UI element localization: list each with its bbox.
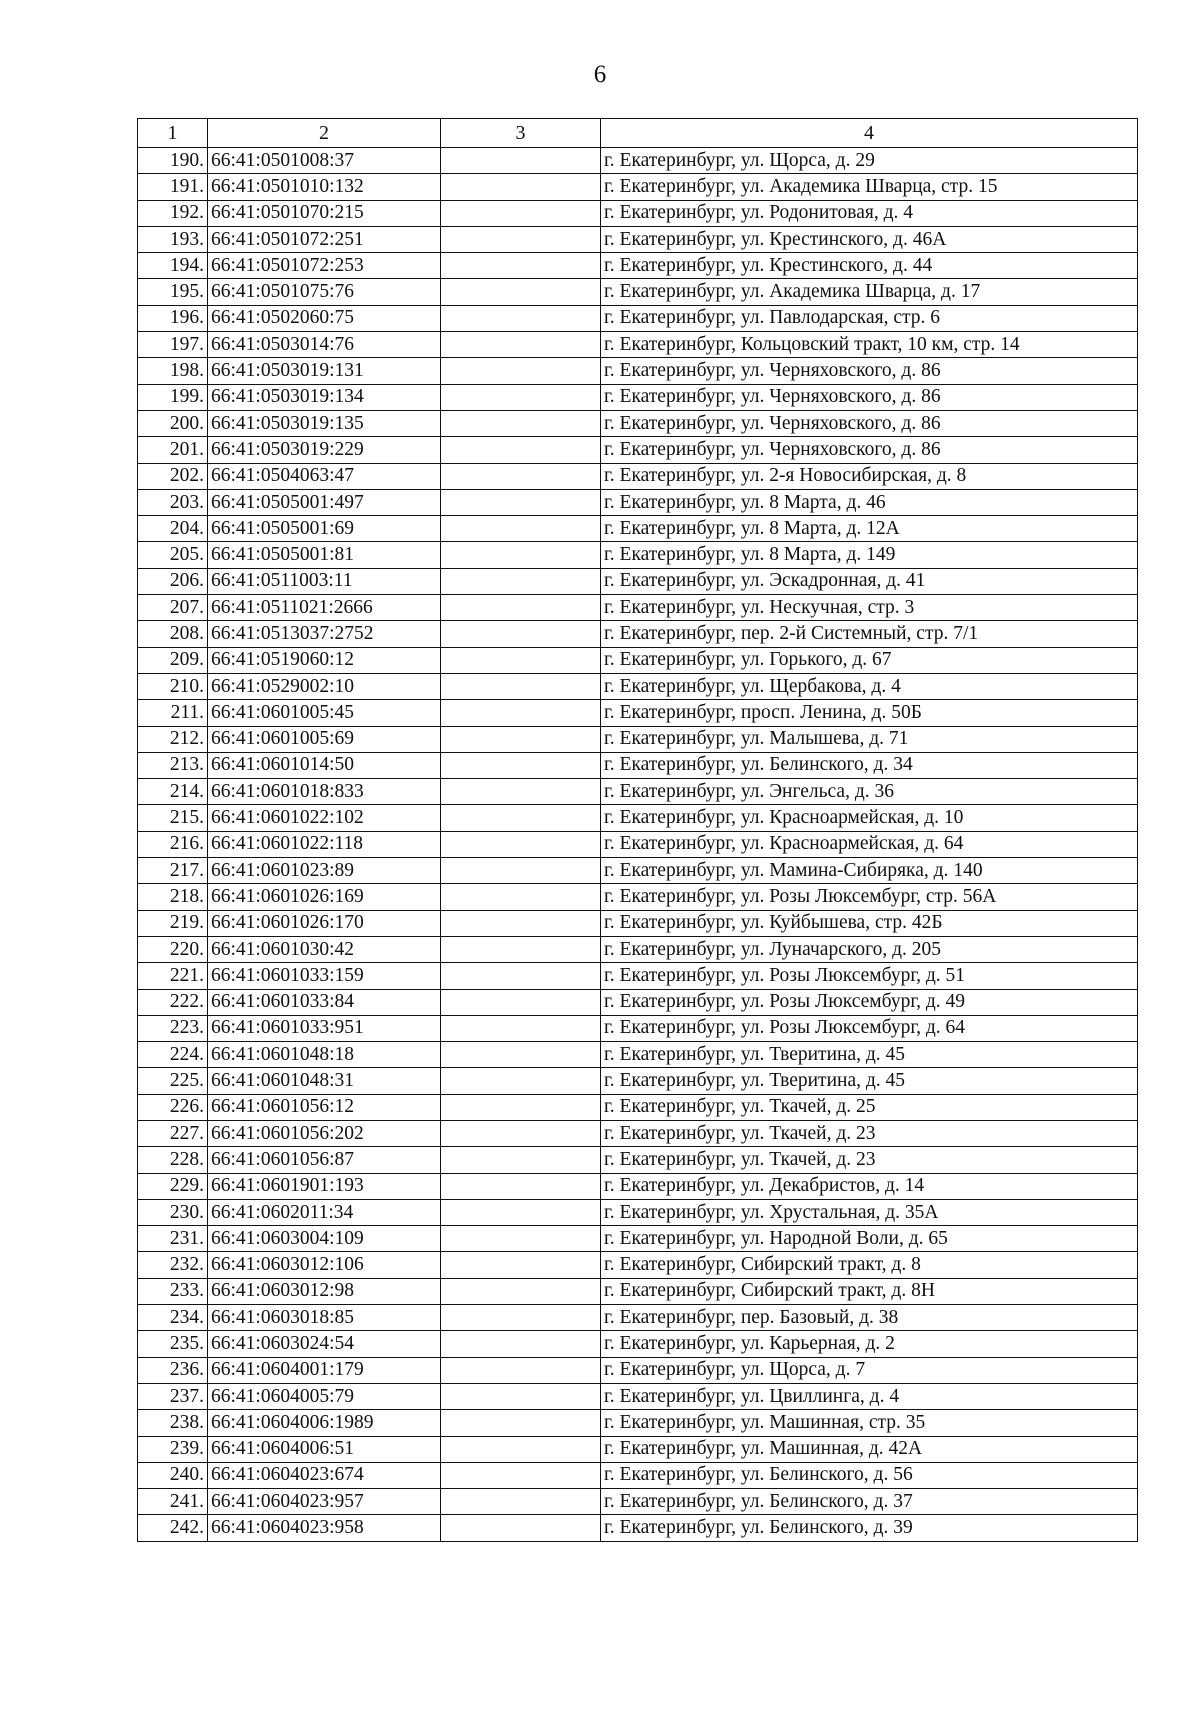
table-row: [138, 1515, 1138, 1541]
row-number: 220.: [138, 936, 208, 962]
address: г. Екатеринбург, ул. Академика Шварца, д. 17: [601, 279, 1138, 305]
cadastral-number: 66:41:0503019:131: [208, 358, 441, 384]
row-number: 229.: [138, 1173, 208, 1199]
cadastral-number: 66:41:0602011:34: [208, 1199, 441, 1225]
address: г. Екатеринбург, ул. Карьерная, д. 2: [601, 1331, 1138, 1357]
table-row: [138, 1015, 1138, 1041]
header-col-1: 1: [138, 119, 208, 148]
table-row: [138, 910, 1138, 936]
row-number: 231.: [138, 1226, 208, 1252]
col3-cell: [441, 1252, 601, 1278]
col3-cell: [441, 1436, 601, 1462]
col3-cell: [441, 1120, 601, 1146]
address: г. Екатеринбург, ул. Эскадронная, д. 41: [601, 568, 1138, 594]
cadastral-number: 66:41:0601056:202: [208, 1120, 441, 1146]
table-row: [138, 700, 1138, 726]
cadastral-number: 66:41:0601901:193: [208, 1173, 441, 1199]
col3-cell: [441, 1410, 601, 1436]
row-number: 213.: [138, 752, 208, 778]
address: г. Екатеринбург, ул. Черняховского, д. 86: [601, 358, 1138, 384]
col3-cell: [441, 384, 601, 410]
cadastral-number: 66:41:0603004:109: [208, 1226, 441, 1252]
col3-cell: [441, 1147, 601, 1173]
row-number: 191.: [138, 174, 208, 200]
col3-cell: [441, 542, 601, 568]
row-number: 190.: [138, 148, 208, 174]
address: г. Екатеринбург, ул. Белинского, д. 34: [601, 752, 1138, 778]
col3-cell: [441, 1042, 601, 1068]
table-row: [138, 174, 1138, 200]
row-number: 209.: [138, 647, 208, 673]
cadastral-number: 66:41:0603018:85: [208, 1305, 441, 1331]
table-row: [138, 200, 1138, 226]
table-row: [138, 831, 1138, 857]
row-number: 216.: [138, 831, 208, 857]
col3-cell: [441, 647, 601, 673]
address: г. Екатеринбург, ул. 8 Марта, д. 46: [601, 489, 1138, 515]
table-row: [138, 1199, 1138, 1225]
col3-cell: [441, 332, 601, 358]
col3-cell: [441, 148, 601, 174]
col3-cell: [441, 1489, 601, 1515]
table-row: [138, 226, 1138, 252]
table-row: [138, 384, 1138, 410]
row-number: 192.: [138, 200, 208, 226]
address: г. Екатеринбург, ул. Черняховского, д. 86: [601, 410, 1138, 436]
table-row: [138, 779, 1138, 805]
col3-cell: [441, 463, 601, 489]
address: г. Екатеринбург, ул. Красноармейская, д. 10: [601, 805, 1138, 831]
table-row: [138, 1383, 1138, 1409]
address: г. Екатеринбург, ул. Розы Люксембург, стр. 56А: [601, 884, 1138, 910]
table-row: [138, 621, 1138, 647]
table-row: [138, 1226, 1138, 1252]
cadastral-number: 66:41:0603012:98: [208, 1278, 441, 1304]
cadastral-number: 66:41:0604023:958: [208, 1515, 441, 1541]
table-row: [138, 726, 1138, 752]
address: г. Екатеринбург, ул. Цвиллинга, д. 4: [601, 1383, 1138, 1409]
col3-cell: [441, 1515, 601, 1541]
row-number: 211.: [138, 700, 208, 726]
address: г. Екатеринбург, ул. Куйбышева, стр. 42Б: [601, 910, 1138, 936]
row-number: 210.: [138, 673, 208, 699]
col3-cell: [441, 1305, 601, 1331]
table-row: [138, 1173, 1138, 1199]
col3-cell: [441, 936, 601, 962]
cadastral-number: 66:41:0503019:229: [208, 437, 441, 463]
table-row: [138, 1278, 1138, 1304]
row-number: 202.: [138, 463, 208, 489]
cadastral-number: 66:41:0504063:47: [208, 463, 441, 489]
col3-cell: [441, 1068, 601, 1094]
table-row: [138, 568, 1138, 594]
col3-cell: [441, 253, 601, 279]
cadastral-number: 66:41:0603024:54: [208, 1331, 441, 1357]
address: г. Екатеринбург, ул. Тверитина, д. 45: [601, 1042, 1138, 1068]
table-row: [138, 516, 1138, 542]
address: г. Екатеринбург, ул. Черняховского, д. 86: [601, 384, 1138, 410]
address: г. Екатеринбург, ул. Щорса, д. 29: [601, 148, 1138, 174]
col3-cell: [441, 437, 601, 463]
cadastral-number: 66:41:0529002:10: [208, 673, 441, 699]
row-number: 241.: [138, 1489, 208, 1515]
col3-cell: [441, 1383, 601, 1409]
row-number: 228.: [138, 1147, 208, 1173]
header-col-4: 4: [601, 119, 1138, 148]
col3-cell: [441, 489, 601, 515]
row-number: 203.: [138, 489, 208, 515]
col3-cell: [441, 1331, 601, 1357]
address: г. Екатеринбург, ул. Тверитина, д. 45: [601, 1068, 1138, 1094]
cadastral-number: 66:41:0519060:12: [208, 647, 441, 673]
col3-cell: [441, 568, 601, 594]
address: г. Екатеринбург, ул. Машинная, д. 42А: [601, 1436, 1138, 1462]
address: г. Екатеринбург, ул. Красноармейская, д. 64: [601, 831, 1138, 857]
address: г. Екатеринбург, ул. Малышева, д. 71: [601, 726, 1138, 752]
table-body: [138, 148, 1138, 1542]
row-number: 239.: [138, 1436, 208, 1462]
cadastral-number: 66:41:0601056:12: [208, 1094, 441, 1120]
col3-cell: [441, 595, 601, 621]
table-row: [138, 936, 1138, 962]
row-number: 240.: [138, 1462, 208, 1488]
address: г. Екатеринбург, ул. Машинная, стр. 35: [601, 1410, 1138, 1436]
cadastral-number: 66:41:0601005:69: [208, 726, 441, 752]
table-row: [138, 1436, 1138, 1462]
cadastral-number: 66:41:0604005:79: [208, 1383, 441, 1409]
address: г. Екатеринбург, ул. Крестинского, д. 46А: [601, 226, 1138, 252]
cadastral-number: 66:41:0501072:253: [208, 253, 441, 279]
address: г. Екатеринбург, ул. Ткачей, д. 25: [601, 1094, 1138, 1120]
row-number: 230.: [138, 1199, 208, 1225]
table-row: [138, 1042, 1138, 1068]
cadastral-number: 66:41:0603012:106: [208, 1252, 441, 1278]
table-row: [138, 437, 1138, 463]
address: г. Екатеринбург, ул. Павлодарская, стр. 6: [601, 305, 1138, 331]
address: г. Екатеринбург, ул. Декабристов, д. 14: [601, 1173, 1138, 1199]
address: г. Екатеринбург, ул. Луначарского, д. 205: [601, 936, 1138, 962]
address: г. Екатеринбург, ул. Белинского, д. 37: [601, 1489, 1138, 1515]
address: г. Екатеринбург, ул. Народной Воли, д. 65: [601, 1226, 1138, 1252]
col3-cell: [441, 884, 601, 910]
address: г. Екатеринбург, ул. Энгельса, д. 36: [601, 779, 1138, 805]
cadastral-number: 66:41:0503014:76: [208, 332, 441, 358]
address: г. Екатеринбург, ул. Академика Шварца, стр. 15: [601, 174, 1138, 200]
address: г. Екатеринбург, Кольцовский тракт, 10 км, стр. 14: [601, 332, 1138, 358]
col3-cell: [441, 226, 601, 252]
cadastral-number: 66:41:0601005:45: [208, 700, 441, 726]
row-number: 205.: [138, 542, 208, 568]
table-row: [138, 1331, 1138, 1357]
address: г. Екатеринбург, Сибирский тракт, д. 8: [601, 1252, 1138, 1278]
col3-cell: [441, 989, 601, 1015]
address: г. Екатеринбург, ул. Крестинского, д. 44: [601, 253, 1138, 279]
cadastral-number: 66:41:0513037:2752: [208, 621, 441, 647]
address: г. Екатеринбург, просп. Ленина, д. 50Б: [601, 700, 1138, 726]
table-row: [138, 963, 1138, 989]
row-number: 236.: [138, 1357, 208, 1383]
address: г. Екатеринбург, ул. Белинского, д. 39: [601, 1515, 1138, 1541]
address: г. Екатеринбург, ул. Хрустальная, д. 35А: [601, 1199, 1138, 1225]
col3-cell: [441, 858, 601, 884]
row-number: 237.: [138, 1383, 208, 1409]
col3-cell: [441, 963, 601, 989]
col3-cell: [441, 1015, 601, 1041]
col3-cell: [441, 1199, 601, 1225]
address: г. Екатеринбург, ул. Черняховского, д. 86: [601, 437, 1138, 463]
col3-cell: [441, 752, 601, 778]
cadastral-number: 66:41:0604006:51: [208, 1436, 441, 1462]
row-number: 227.: [138, 1120, 208, 1146]
row-number: 193.: [138, 226, 208, 252]
row-number: 204.: [138, 516, 208, 542]
table-row: [138, 595, 1138, 621]
col3-cell: [441, 1173, 601, 1199]
table-row: [138, 858, 1138, 884]
land-plot-table: [137, 118, 1138, 1542]
row-number: 206.: [138, 568, 208, 594]
cadastral-number: 66:41:0501075:76: [208, 279, 441, 305]
row-number: 222.: [138, 989, 208, 1015]
address: г. Екатеринбург, ул. 2-я Новосибирская, д. 8: [601, 463, 1138, 489]
row-number: 224.: [138, 1042, 208, 1068]
table-row: [138, 279, 1138, 305]
row-number: 197.: [138, 332, 208, 358]
row-number: 207.: [138, 595, 208, 621]
address: г. Екатеринбург, ул. Розы Люксембург, д. 51: [601, 963, 1138, 989]
row-number: 235.: [138, 1331, 208, 1357]
cadastral-number: 66:41:0601018:833: [208, 779, 441, 805]
col3-cell: [441, 700, 601, 726]
page-number: 6: [593, 61, 607, 88]
cadastral-number: 66:41:0501008:37: [208, 148, 441, 174]
address: г. Екатеринбург, ул. Ткачей, д. 23: [601, 1120, 1138, 1146]
row-number: 217.: [138, 858, 208, 884]
col3-cell: [441, 410, 601, 436]
cadastral-number: 66:41:0601033:84: [208, 989, 441, 1015]
cadastral-number: 66:41:0601022:102: [208, 805, 441, 831]
cadastral-number: 66:41:0511003:11: [208, 568, 441, 594]
cadastral-number: 66:41:0601026:169: [208, 884, 441, 910]
cadastral-number: 66:41:0511021:2666: [208, 595, 441, 621]
cadastral-number: 66:41:0503019:134: [208, 384, 441, 410]
address: г. Екатеринбург, ул. Ткачей, д. 23: [601, 1147, 1138, 1173]
row-number: 233.: [138, 1278, 208, 1304]
col3-cell: [441, 673, 601, 699]
cadastral-number: 66:41:0604023:674: [208, 1462, 441, 1488]
cadastral-number: 66:41:0601023:89: [208, 858, 441, 884]
table-row: [138, 989, 1138, 1015]
row-number: 195.: [138, 279, 208, 305]
row-number: 214.: [138, 779, 208, 805]
header-row: [138, 119, 1138, 148]
table-row: [138, 1068, 1138, 1094]
cadastral-number: 66:41:0601022:118: [208, 831, 441, 857]
col3-cell: [441, 779, 601, 805]
col3-cell: [441, 805, 601, 831]
cadastral-number: 66:41:0601048:18: [208, 1042, 441, 1068]
table-row: [138, 332, 1138, 358]
address: г. Екатеринбург, ул. 8 Марта, д. 149: [601, 542, 1138, 568]
cadastral-number: 66:41:0501070:215: [208, 200, 441, 226]
cadastral-number: 66:41:0501010:132: [208, 174, 441, 200]
col3-cell: [441, 279, 601, 305]
row-number: 218.: [138, 884, 208, 910]
address: г. Екатеринбург, ул. Щербакова, д. 4: [601, 673, 1138, 699]
cadastral-number: 66:41:0601030:42: [208, 936, 441, 962]
address: г. Екатеринбург, ул. Родонитовая, д. 4: [601, 200, 1138, 226]
address: г. Екатеринбург, ул. Мамина-Сибиряка, д. 140: [601, 858, 1138, 884]
table-row: [138, 1410, 1138, 1436]
col3-cell: [441, 726, 601, 752]
row-number: 226.: [138, 1094, 208, 1120]
address: г. Екатеринбург, ул. Белинского, д. 56: [601, 1462, 1138, 1488]
table-row: [138, 1094, 1138, 1120]
cadastral-number: 66:41:0601026:170: [208, 910, 441, 936]
cadastral-number: 66:41:0601014:50: [208, 752, 441, 778]
row-number: 234.: [138, 1305, 208, 1331]
table-row: [138, 1120, 1138, 1146]
cadastral-number: 66:41:0604006:1989: [208, 1410, 441, 1436]
row-number: 223.: [138, 1015, 208, 1041]
table-row: [138, 305, 1138, 331]
table-row: [138, 1305, 1138, 1331]
row-number: 196.: [138, 305, 208, 331]
col3-cell: [441, 1094, 601, 1120]
row-number: 232.: [138, 1252, 208, 1278]
cadastral-number: 66:41:0601033:159: [208, 963, 441, 989]
table-row: [138, 253, 1138, 279]
row-number: 215.: [138, 805, 208, 831]
table-row: [138, 463, 1138, 489]
table-row: [138, 489, 1138, 515]
row-number: 201.: [138, 437, 208, 463]
table-row: [138, 148, 1138, 174]
cadastral-number: 66:41:0604023:957: [208, 1489, 441, 1515]
table-header: [138, 119, 1138, 148]
cadastral-number: 66:41:0503019:135: [208, 410, 441, 436]
table-row: [138, 1462, 1138, 1488]
row-number: 194.: [138, 253, 208, 279]
row-number: 221.: [138, 963, 208, 989]
table-row: [138, 358, 1138, 384]
col3-cell: [441, 305, 601, 331]
col3-cell: [441, 1278, 601, 1304]
cadastral-number: 66:41:0601048:31: [208, 1068, 441, 1094]
address: г. Екатеринбург, ул. Розы Люксембург, д. 49: [601, 989, 1138, 1015]
table-row: [138, 884, 1138, 910]
row-number: 208.: [138, 621, 208, 647]
col3-cell: [441, 1226, 601, 1252]
row-number: 225.: [138, 1068, 208, 1094]
table-row: [138, 1252, 1138, 1278]
row-number: 238.: [138, 1410, 208, 1436]
col3-cell: [441, 358, 601, 384]
address: г. Екатеринбург, ул. Горького, д. 67: [601, 647, 1138, 673]
address: г. Екатеринбург, ул. 8 Марта, д. 12А: [601, 516, 1138, 542]
row-number: 212.: [138, 726, 208, 752]
address: г. Екатеринбург, ул. Щорса, д. 7: [601, 1357, 1138, 1383]
table-row: [138, 1357, 1138, 1383]
col3-cell: [441, 200, 601, 226]
table-row: [138, 647, 1138, 673]
cadastral-number: 66:41:0505001:69: [208, 516, 441, 542]
col3-cell: [441, 1462, 601, 1488]
address: г. Екатеринбург, пер. Базовый, д. 38: [601, 1305, 1138, 1331]
cadastral-number: 66:41:0502060:75: [208, 305, 441, 331]
row-number: 199.: [138, 384, 208, 410]
cadastral-number: 66:41:0505001:81: [208, 542, 441, 568]
table-row: [138, 1147, 1138, 1173]
cadastral-number: 66:41:0505001:497: [208, 489, 441, 515]
cadastral-number: 66:41:0501072:251: [208, 226, 441, 252]
col3-cell: [441, 174, 601, 200]
col3-cell: [441, 910, 601, 936]
cadastral-number: 66:41:0601033:951: [208, 1015, 441, 1041]
row-number: 198.: [138, 358, 208, 384]
table-row: [138, 673, 1138, 699]
col3-cell: [441, 621, 601, 647]
col3-cell: [441, 831, 601, 857]
col3-cell: [441, 1357, 601, 1383]
table-row: [138, 410, 1138, 436]
address: г. Екатеринбург, пер. 2-й Системный, стр. 7/1: [601, 621, 1138, 647]
col3-cell: [441, 516, 601, 542]
row-number: 200.: [138, 410, 208, 436]
table-row: [138, 752, 1138, 778]
table-row: [138, 805, 1138, 831]
header-col-3: 3: [441, 119, 601, 148]
address: г. Екатеринбург, ул. Розы Люксембург, д. 64: [601, 1015, 1138, 1041]
row-number: 219.: [138, 910, 208, 936]
cadastral-number: 66:41:0601056:87: [208, 1147, 441, 1173]
header-col-2: 2: [208, 119, 441, 148]
address: г. Екатеринбург, Сибирский тракт, д. 8Н: [601, 1278, 1138, 1304]
cadastral-number: 66:41:0604001:179: [208, 1357, 441, 1383]
table-row: [138, 542, 1138, 568]
row-number: 242.: [138, 1515, 208, 1541]
address: г. Екатеринбург, ул. Нескучная, стр. 3: [601, 595, 1138, 621]
table-row: [138, 1489, 1138, 1515]
